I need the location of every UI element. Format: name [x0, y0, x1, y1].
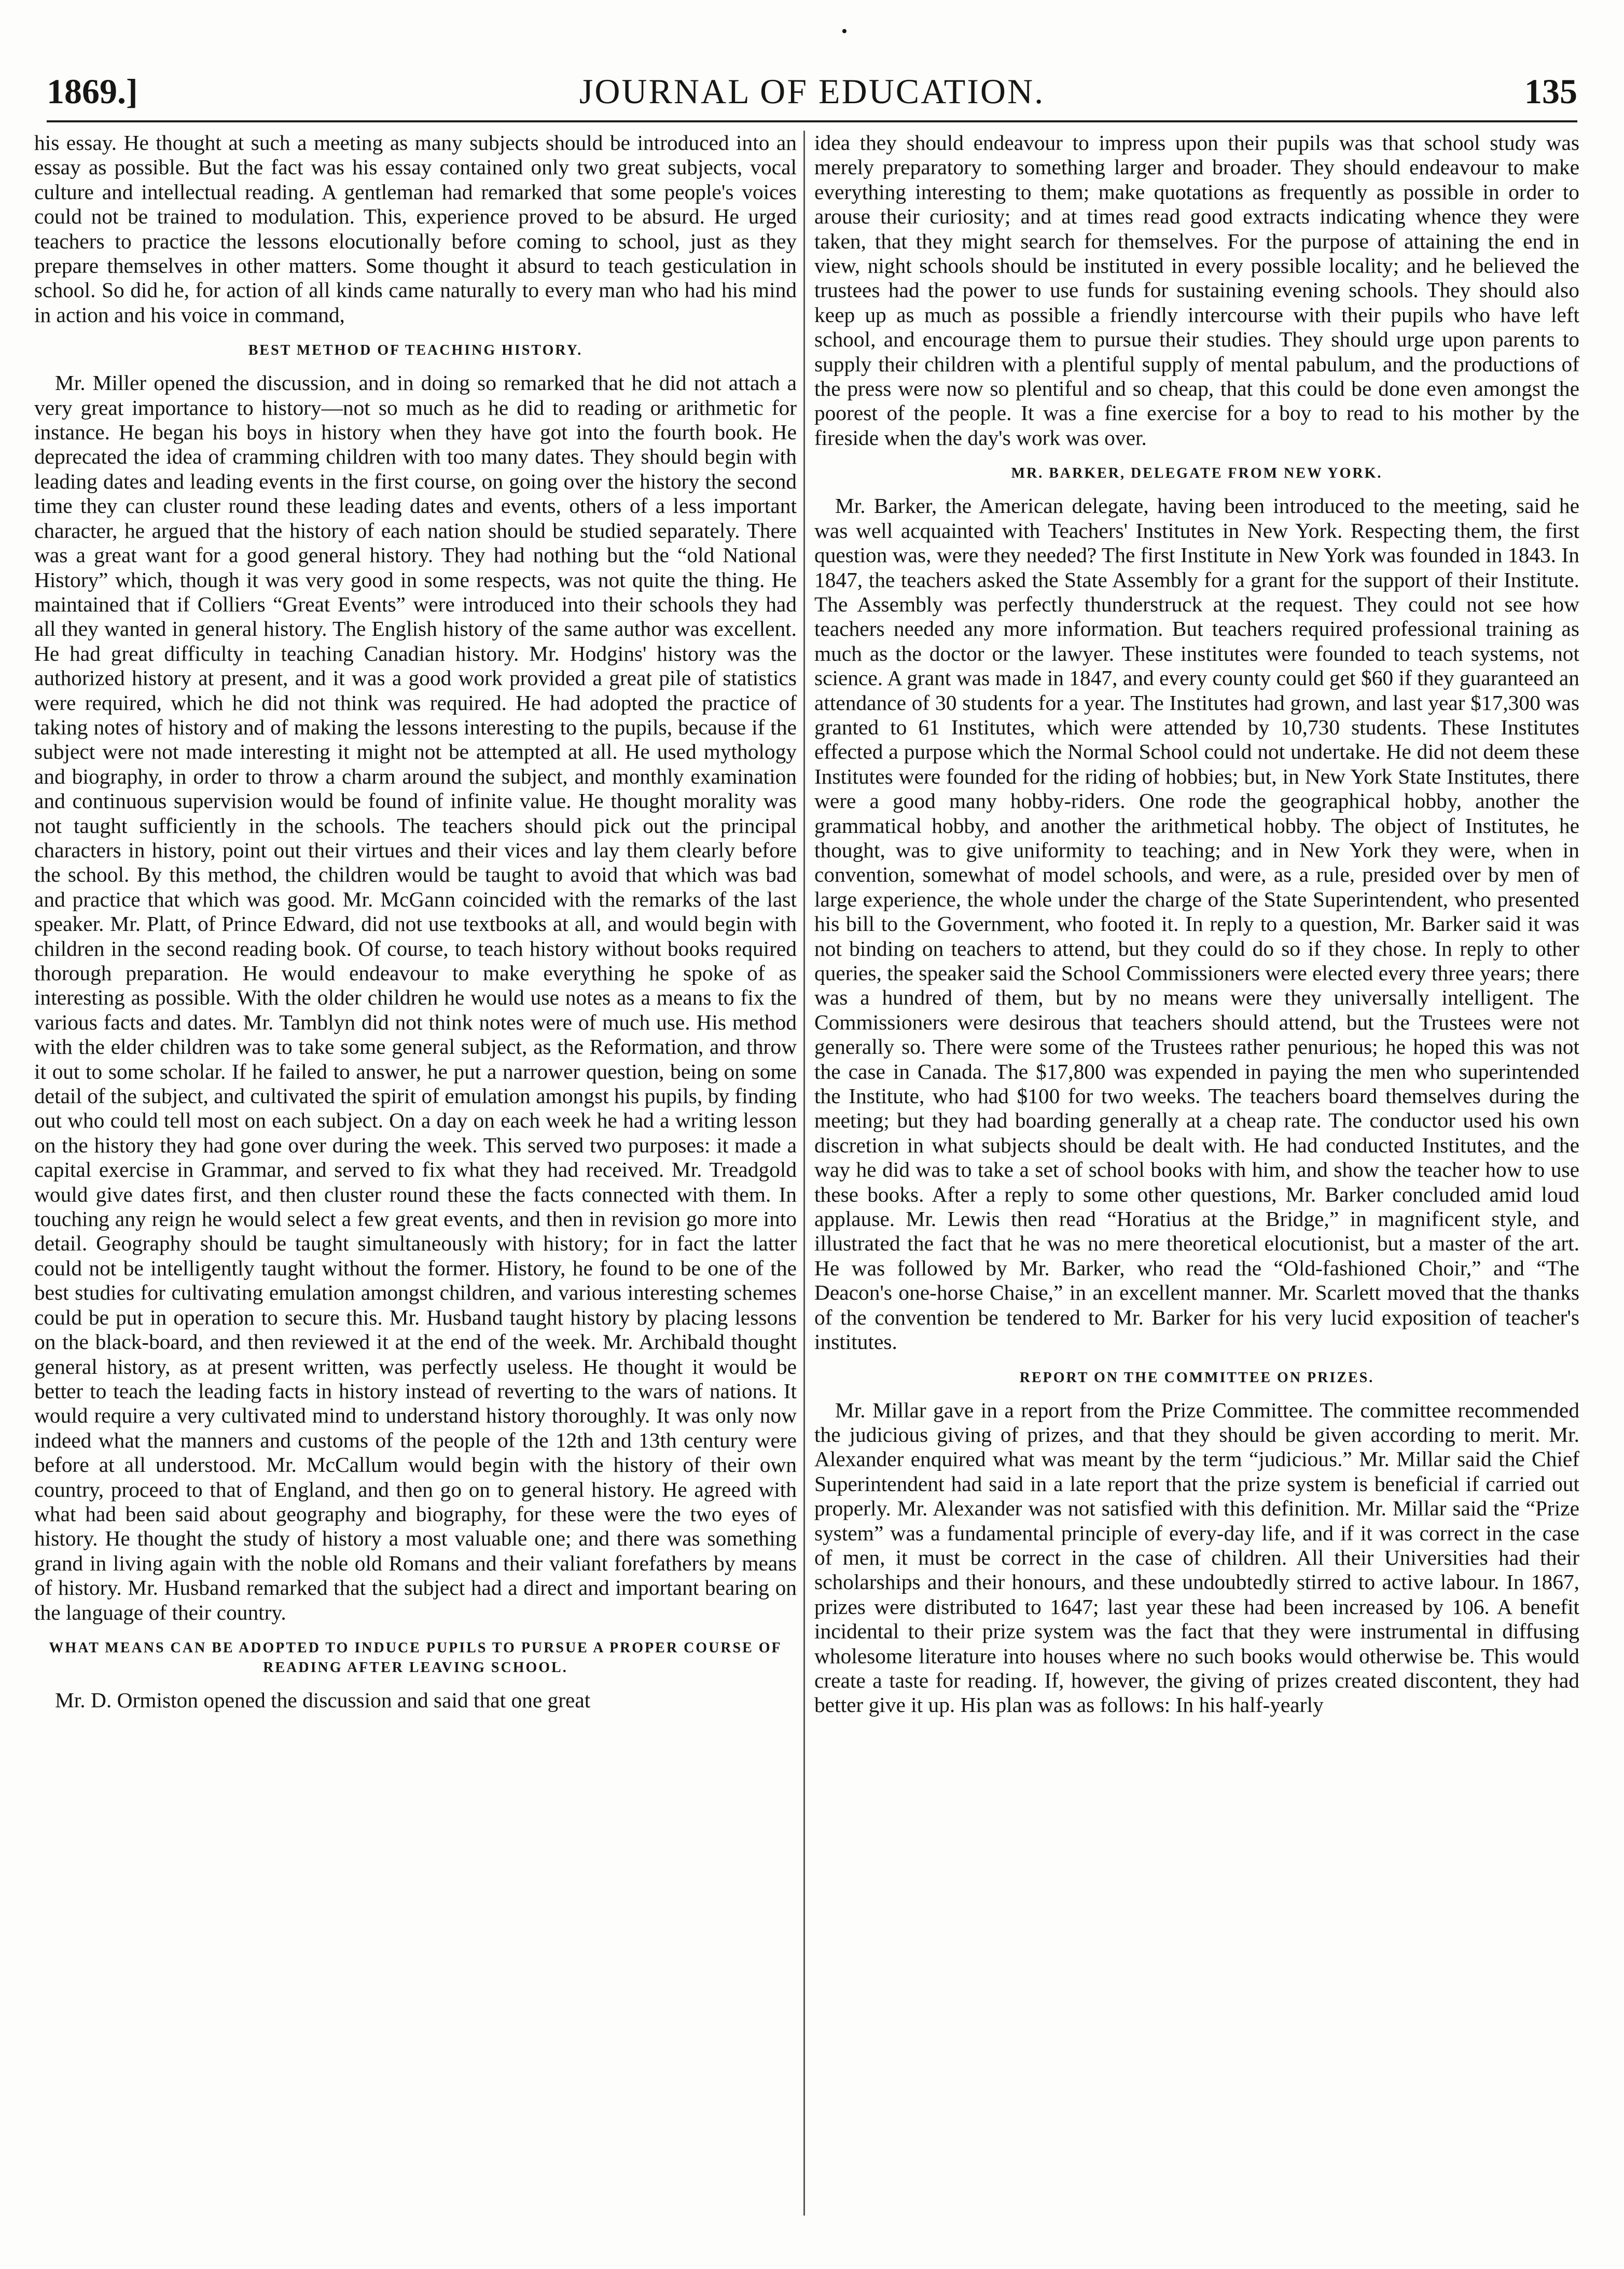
paragraph-barker: Mr. Barker, the American delegate, having been introduced to the meeting, said he was well acquainted with Teachers' Institutes in New York. Respecting them, the first question was, were they needed? The first Institute in New York was founded in 1843. In 1847, the teachers asked the State Assembly for a grant for the support of their Institute. The Assembly was perfectly thunderstruck at the request. They could not see how teachers needed any more information. But teachers required professional training as much as the doctor or the lawyer. These institutes were founded to teach systems, not science. A grant was made in 1847, and every county could get $60 if they guaranteed an attendance of 30 students for a year. The Institutes had grown, and last year $17,300 was granted to 61 Institutes, which were attended by 10,730 students. These Institutes effected a purpose which the Normal School could not undertake. He did not deem these Institutes were founded for the riding of hobbies; but, in New York State Institutes, there were a good many hobby-riders. One rode the geographical hobby, another the grammatical hobby, and another the arithmetical hobby. The object of Institutes, he thought, was to give uniformity to teaching; and in New York they were, when in convention, somewhat of model schools, and were, as a rule, presided over by men of large experience, the whole under the charge of the State Superintendent, who presented his bill to the Government, who footed it. In reply to a question, Mr. Barker said it was not binding on teachers to attend, but they could do so if they chose. In reply to other queries, the speaker said the School Commissioners were elected every three years; there was a hundred of them, but by no means were they universally intelligent. The Commissioners were desirous that teachers should attend, but the Trustees were not generally so. There were some of the Trustees rather penurious; he hoped this was not the case in Canada. The $17,800 was expended in paying the men who superintended the Institute, who had $100 for two weeks. The teachers board themselves during the meeting; but they had boarding generally at a cheap rate. The conductor used his own discretion in what subjects should be dealt with. He had conducted Institutes, and the way he did was to take a set of school books with him, and show the teacher how to use these books. After a reply to some other questions, Mr. Barker concluded amid loud applause. Mr. Lewis then read “Horatius at the Bridge,” in magnificent style, and illustrated the fact that he was no mere theoretical elocutionist, but a master of the art. He was followed by Mr. Barker, who read the “Old-fashioned Choir,” and “The Deacon's one-horse Chaise,” in an excellent manner. Mr. Scarlett moved that the thanks of the convention be tendered to Mr. Barker for his very lucid exposition of teacher's institutes. — [814, 494, 1579, 1354]
heading-course-of-reading: WHAT MEANS CAN BE ADOPTED TO INDUCE PUPILS TO PURSUE A PROPER COURSE OF READING AFTER LEAVING SCHOOL. — [49, 1639, 782, 1676]
left-column — [34, 131, 797, 2216]
page-number: 135 — [1524, 72, 1577, 111]
paragraph-reading-continuation: idea they should endeavour to impress upon their pupils was that school study was merely preparatory to something larger and broader. They should endeavour to make everything interesting to them; make quotations as frequently as possible in order to arouse their curiosity; and at times read good extracts indicating whence they were taken, that they might search for themselves. For the purpose of attaining the end in view, night schools should be instituted in every possible locality; and he believed the trustees had the power to use funds for sustaining evening schools. They should also keep up as much as possible a friendly intercourse with their pupils who have left school, and encourage them to pursue their studies. They should urge upon parents to supply their children with a plentiful supply of mental pabulum, and the productions of the press were now so plentiful and so cheap, that this could be done even amongst the poorest of the people. It was a fine exercise for a boy to read to his mother by the fireside when the day's work was over. — [814, 131, 1579, 450]
header-rule — [47, 120, 1577, 122]
paragraph-essay-continuation: his essay. He thought at such a meeting as many subjects should be introduced into an essay as possible. But the fact was his essay contained only two great subjects, vocal culture and intellectual reading. A gentleman had remarked that some people's voices could not be trained to modulation. This, experience proved to be absurd. He urged teachers to practice the lessons elocutionally before coming to school, just as they prepare themselves in other matters. Some thought it absurd to teach gesticulation in school. So did he, for action of all kinds came naturally to every man who had his mind in action and his voice in command, — [34, 131, 797, 327]
right-column — [814, 131, 1579, 2216]
top-ink-mark: • — [841, 22, 848, 41]
heading-teaching-history: BEST METHOD OF TEACHING HISTORY. — [248, 342, 583, 359]
paragraph-ormiston: Mr. D. Ormiston opened the discussion and said that one great — [55, 1688, 591, 1712]
heading-barker-delegate: MR. BARKER, DELEGATE FROM NEW YORK. — [1011, 465, 1383, 482]
paragraph-prizes: Mr. Millar gave in a report from the Prize Committee. The committee recommended the judicious giving of prizes, and that they should be given according to merit. Mr. Alexander enquired what was meant by the term “judicious.” Mr. Millar said the Chief Superintendent had said in a late report that the prize system is beneficial if carried out properly. Mr. Alexander was not satisfied with this definition. Mr. Millar said the “Prize system” was a fundamental principle of every-day life, and if it was correct in the case of men, it must be correct in the case of children. All their Universities had their scholarships and their honours, and these undoubtedly stirred to active labour. In 1867, prizes were distributed to 1647; last year these had been increased by 106. A benefit incidental to their prize system was the fact that they were instrumental in diffusing wholesome literature into houses where no such books would otherwise be. This would create a taste for reading. If, however, the giving of prizes created discontent, they had better give it up. His plan was as follows: In his half-yearly — [814, 1398, 1579, 1717]
paragraph-teaching-history: Mr. Miller opened the discussion, and in doing so remarked that he did not attach a very great importance to history—not so much as he did to reading or arithmetic for instance. He began his boys in history when they have got into the fourth book. He deprecated the idea of cramming children with too many dates. They should begin with leading dates and leading events in the first course, on going over the history the second time they can cluster round these leading dates and events, others of a less important character, he argued that the history of each nation should be studied separately. There was a great want for a good general history. They had nothing but the “old National History” which, though it was very good in some respects, was not quite the thing. He maintained that if Colliers “Great Events” were introduced into their schools they had all they wanted in general history. The English history of the same author was excellent. He had great difficulty in teaching Canadian history. Mr. Hodgins' history was the authorized history at present, and it was a good work provided a great pile of statistics were required, which he did not think was required. He had adopted the practice of taking notes of history and of making the lessons interesting to the pupils, because if the subject were not made interesting it might not be attempted at all. He used mythology and biography, in order to throw a charm around the subject, and monthly examination and continuous supervision would be found of infinite value. He thought morality was not taught sufficiently in the schools. The teachers should pick out the principal characters in history, point out their virtues and their vices and lay them clearly before the school. By this method, the children would be taught to avoid that which was bad and practice that which was good. Mr. McGann coincided with the remarks of the last speaker. Mr. Platt, of Prince Edward, did not use textbooks at all, and would begin with children in the second reading book. Of course, to teach history without books required thorough preparation. He would endeavour to make everything he spoke of as interesting as possible. With the older children he would use notes as a means to fix the various facts and dates. Mr. Tamblyn did not think notes were of much use. His method with the elder children was to take some general subject, as the Reformation, and throw it out to some scholar. If he failed to answer, he put a narrower question, being on some detail of the subject, and cultivated the spirit of emulation amongst his pupils, by finding out who could tell most on each subject. On a day on each week he had a writing lesson on the history they had gone over during the week. This served two purposes: it made a capital exercise in Grammar, and served to fix what they had received. Mr. Treadgold would give dates first, and then cluster round these the facts connected with them. In touching any reign he would select a few great events, and then in revision go more into detail. Geography should be taught simultaneously with history; for in fact the latter could not be intelligently taught without the former. History, he found to be one of the best studies for cultivating emulation amongst children, and various interesting schemes could be put in operation to secure this. Mr. Husband taught history by placing lessons on the black-board, and then reviewed it at the end of the week. Mr. Archibald thought general history, as at present written, was perfectly useless. He thought it would be better to teach the leading facts in history instead of reverting to the wars of nations. It would require a very cultivated mind to understand history thoroughly. It was only now indeed what the manners and customs of the people of the 12th and 13th century were before at all understood. Mr. McCallum would begin with the history of their own country, proceed to that of England, and then go on to general history. He agreed with what had been said about geography and biography, for these were the two eyes of history. He thought the study of history a most valuable one; and there was something grand in living again with the noble old Romans and their valiant forefathers by means of history. Mr. Husband remarked that the subject had a direct and important bearing on the language of their country. — [34, 371, 797, 1624]
heading-committee-prizes: REPORT ON THE COMMITTEE ON PRIZES. — [1019, 1369, 1375, 1386]
journal-title: JOURNAL OF EDUCATION. — [579, 72, 1045, 111]
header-year: 1869.] — [47, 72, 138, 111]
column-divider — [803, 131, 805, 2216]
running-header — [47, 65, 1577, 117]
